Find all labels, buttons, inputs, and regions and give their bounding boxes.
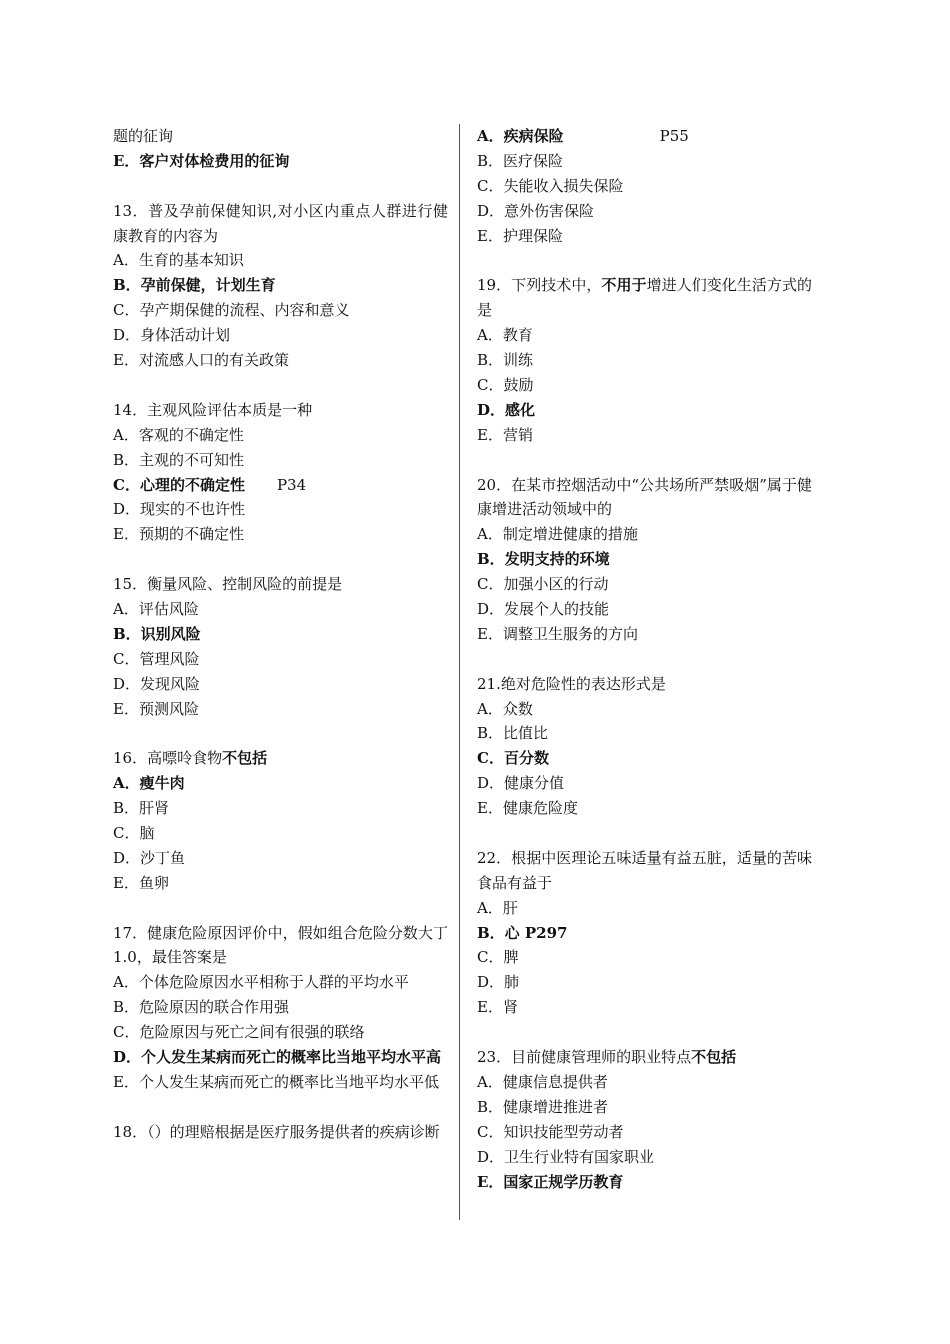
q13-option-d: D．身体活动计划: [113, 326, 231, 345]
q21-option-a: A．众数: [477, 699, 533, 718]
q17-option-d-answer: D．个人发生某病而死亡的概率比当地平均水平高: [113, 1048, 442, 1067]
spacer: [477, 1020, 812, 1045]
column-divider: [459, 124, 460, 1220]
q19-option-a: A．教育: [477, 326, 533, 345]
left-column: [113, 124, 448, 1145]
q14-stem: 14．主观风险评估本质是一种: [113, 400, 313, 419]
q19-option-d-answer: D．感化: [477, 400, 536, 419]
right-column: [477, 124, 812, 1194]
q18-option-d: D．意外伤害保险: [477, 201, 595, 220]
q21-option-c-answer: C．百分数: [477, 749, 549, 768]
q20-option-d: D．发展个人的技能: [477, 599, 610, 618]
q14-option-e: E．预期的不确定性: [113, 525, 244, 544]
q23-stem-text: 23．目前健康管理师的职业特点: [477, 1048, 692, 1067]
q19-option-b: B．训练: [477, 351, 534, 370]
q20-option-a: A．制定增进健康的措施: [477, 525, 638, 544]
q22-option-a: A．肝: [477, 898, 518, 917]
q14-option-a: A．客观的不确定性: [113, 425, 244, 444]
q21-option-e: E．健康危险度: [477, 799, 578, 818]
q21-option-b: B．比值比: [477, 724, 549, 743]
q14-option-c-answer: C．心理的不确定性: [113, 475, 245, 494]
q18-option-e: E．护理保险: [477, 226, 563, 245]
q20-stem: 20．在某市控烟活动中“公共场所严禁吸烟”属于健康增进活动领域中的: [477, 475, 812, 519]
q13-option-a: A．生育的基本知识: [113, 251, 244, 270]
q23-stem-emphasis: 不包括: [691, 1048, 737, 1067]
q15-option-d: D．发现风险: [113, 674, 201, 693]
q19-stem: [477, 273, 812, 323]
q18-stem: 18．（）的理赔根据是医疗服务提供者的疾病诊断: [113, 1122, 440, 1141]
q18-option-c: C．失能收入损失保险: [477, 176, 624, 195]
spacer: [113, 1095, 448, 1120]
q15-stem: 15．衡量风险、控制风险的前提是: [113, 575, 343, 594]
q16-option-c: C．脑: [113, 823, 155, 842]
q14-option-b: B．主观的不可知性: [113, 450, 245, 469]
spacer: [477, 448, 812, 473]
q16-option-a-answer: A．瘦牛肉: [113, 774, 185, 793]
q18-option-a-row: [477, 124, 812, 149]
q17-option-e: E．个人发生某病而死亡的概率比当地平均水平低: [113, 1072, 439, 1091]
q23-option-e-answer: E．国家正规学历教育: [477, 1172, 624, 1191]
q19-stem-text-end: 增进人们变化生活方式的是: [477, 276, 812, 320]
q16-option-e: E．鱼卵: [113, 873, 169, 892]
q17-option-a: A．个体危险原因水平相称于人群的平均水平: [113, 973, 409, 992]
q17-option-b: B．危险原因的联合作用强: [113, 998, 290, 1017]
q22-stem: 22．根据中医理论五味适量有益五脏，适量的苦味食品有益于: [477, 848, 812, 892]
q19-stem-text: 19．下列技术中，: [477, 276, 602, 295]
q23-option-c: C．知识技能型劳动者: [477, 1122, 624, 1141]
q13-option-e: E．对流感人口的有关政策: [113, 351, 289, 370]
q14-option-d: D．现实的不也许性: [113, 500, 246, 519]
spacer: [113, 721, 448, 746]
q18-option-a-answer: A．疾病保险: [477, 127, 564, 145]
q19-option-c: C．鼓励: [477, 375, 534, 394]
spacer: [477, 821, 812, 846]
q21-stem: 21.绝对危险性的表达形式是: [477, 674, 666, 693]
spacer: [477, 647, 812, 672]
q13-option-c: C．孕产期保健的流程、内容和意义: [113, 301, 350, 320]
q18-page-ref: P55: [659, 127, 689, 145]
q12-stem-tail: 题的征询: [113, 127, 174, 145]
q22-option-e: E．肾: [477, 998, 518, 1017]
q13-stem: 13．普及孕前保健知识,对小区内重点人群进行健康教育的内容为: [113, 201, 448, 245]
q15-option-c: C．管理风险: [113, 649, 200, 668]
q20-option-e: E．调整卫生服务的方向: [477, 624, 638, 643]
q19-stem-emphasis: 不用于: [601, 276, 647, 295]
q22-option-d: D．肺: [477, 973, 520, 992]
q16-option-d: D．沙丁鱼: [113, 848, 186, 867]
spacer: [113, 896, 448, 921]
spacer: [113, 547, 448, 572]
q20-option-c: C．加强小区的行动: [477, 575, 609, 594]
q17-stem: 17．健康危险原因评价中，假如组合危险分数大丁1.0，最佳答案是: [113, 923, 448, 967]
q19-option-e: E．营销: [477, 425, 533, 444]
q16-stem-emphasis: 不包括: [222, 749, 268, 768]
q22-option-b-answer: B．心 P297: [477, 923, 568, 942]
q15-option-e: E．预测风险: [113, 699, 199, 718]
q12-option-e-answer: E．客户对体检费用的征询: [113, 151, 290, 170]
q16-stem-text: 16．高嘌呤食物: [113, 749, 223, 768]
spacer: [477, 248, 812, 273]
q15-option-b-answer: B．识别风险: [113, 624, 201, 643]
q23-option-d: D．卫生行业特有国家职业: [477, 1147, 655, 1166]
q18-option-b: B．医疗保险: [477, 151, 564, 170]
spacer: [113, 373, 448, 398]
q16-stem: [113, 746, 448, 771]
q14-option-c-row: [113, 473, 448, 498]
q23-option-a: A．健康信息提供者: [477, 1072, 608, 1091]
q16-option-b: B．肝肾: [113, 799, 170, 818]
q15-option-a: A．评估风险: [113, 599, 199, 618]
q22-option-c: C．脾: [477, 948, 519, 967]
spacer: [113, 174, 448, 199]
q13-option-b-answer: B．孕前保健，计划生育: [113, 276, 276, 295]
q21-option-d: D．健康分值: [477, 774, 565, 793]
q23-option-b: B．健康增进推进者: [477, 1097, 609, 1116]
q23-stem: [477, 1045, 812, 1070]
q20-option-b-answer: B．发明支持的环境: [477, 550, 610, 569]
q14-page-ref: P34: [276, 475, 307, 494]
q17-option-c: C．危险原因与死亡之间有很强的联络: [113, 1023, 365, 1042]
